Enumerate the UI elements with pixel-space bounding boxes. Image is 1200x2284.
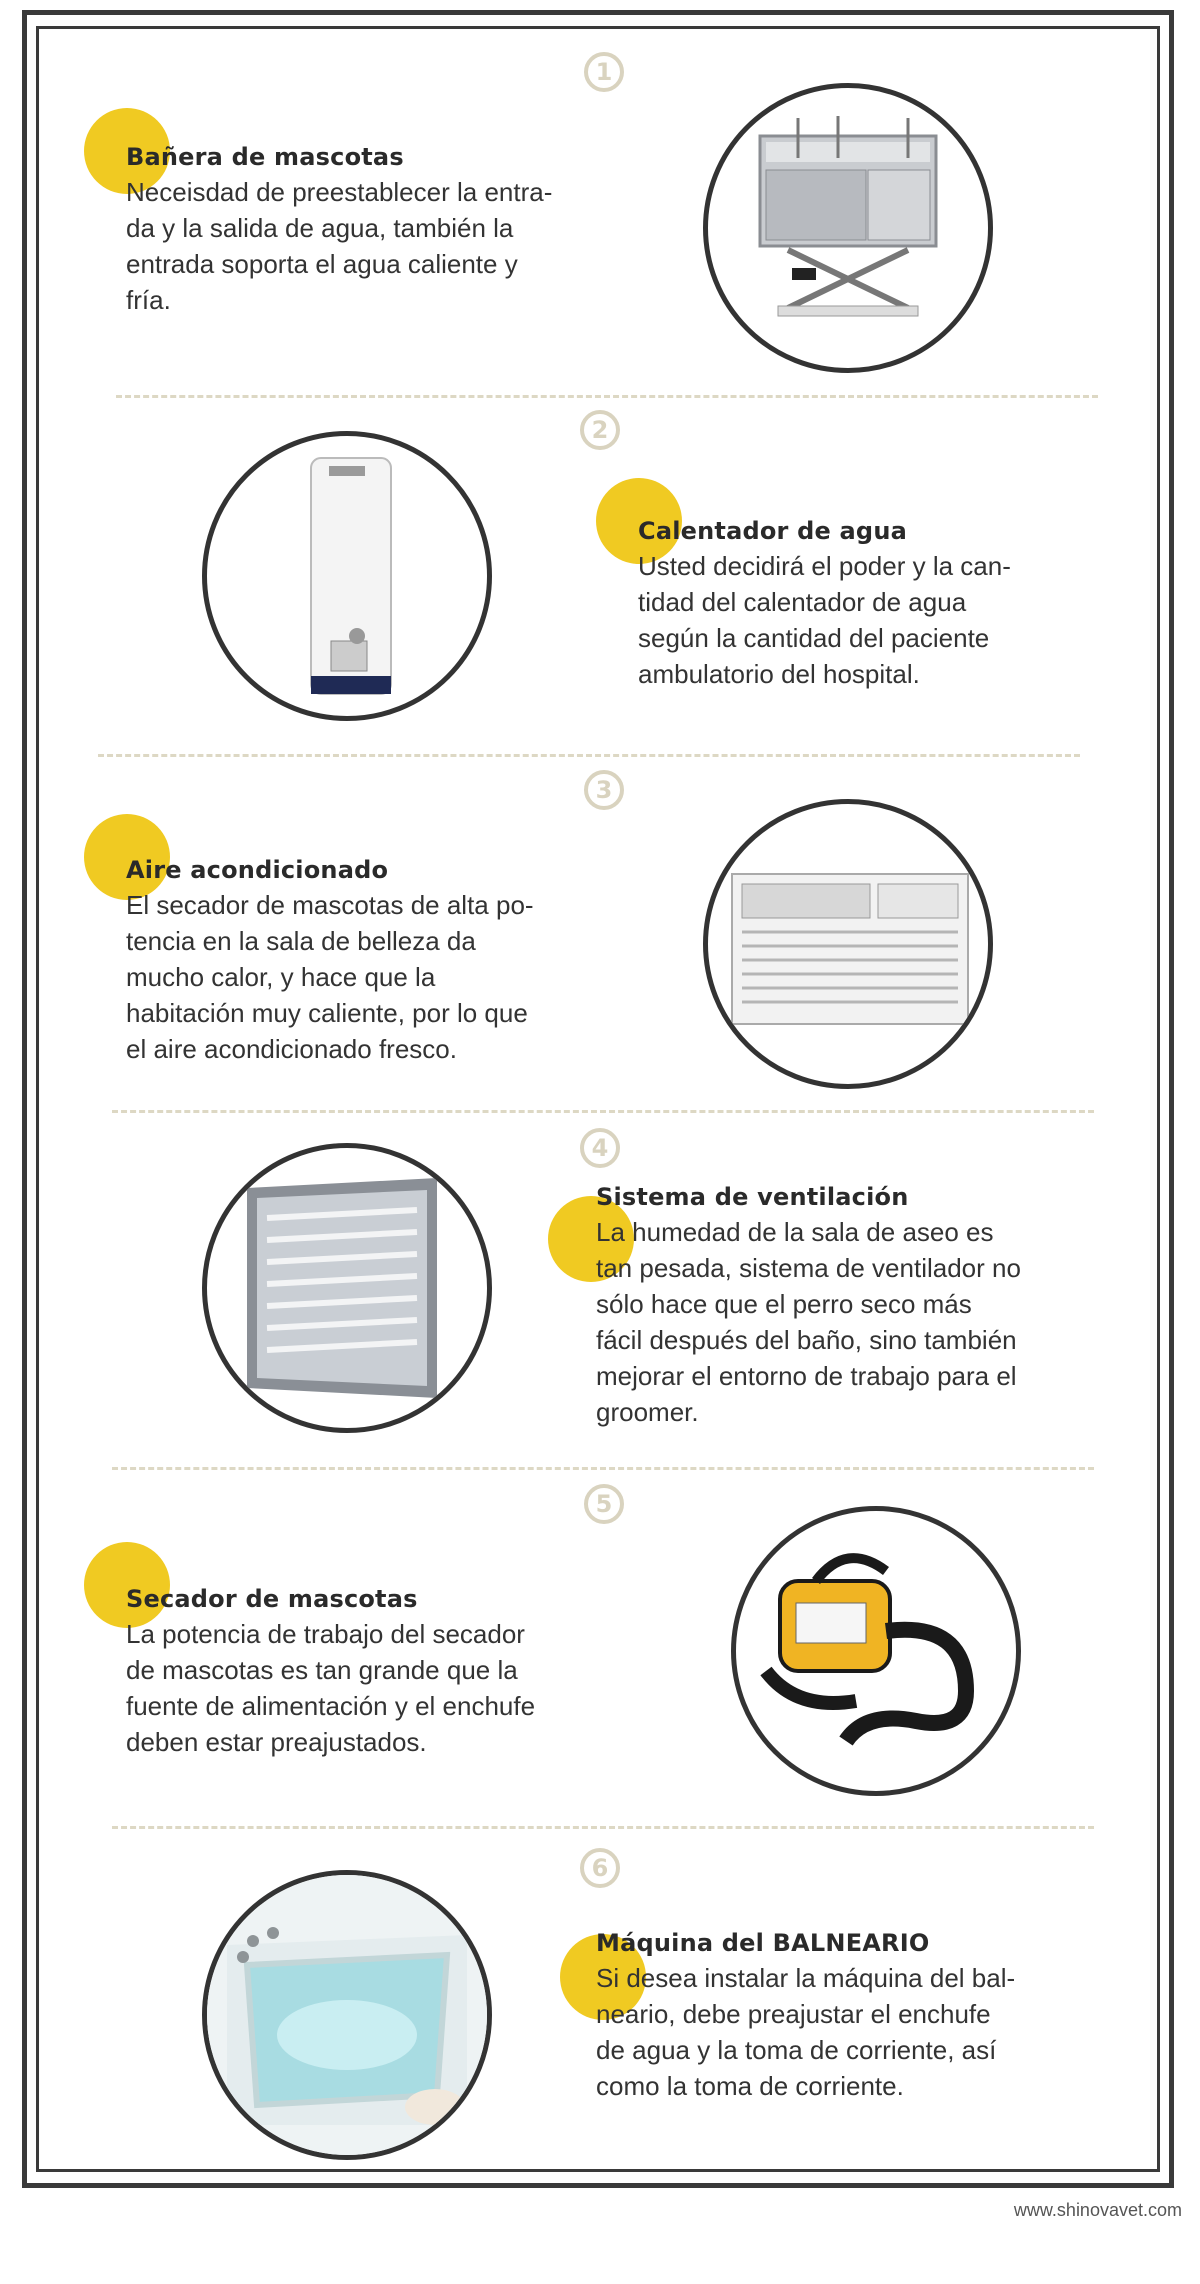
- grooming-tub-icon: [708, 88, 988, 368]
- divider-2: [98, 754, 1080, 757]
- divider-4: [112, 1467, 1094, 1470]
- section-4-line-1: La humedad de la sala de aseo es: [596, 1217, 994, 1247]
- section-6-title: Máquina del BALNEARIO: [596, 1929, 930, 1957]
- section-6-line-3: de agua y la toma de corriente, así: [596, 2035, 997, 2065]
- divider-5: [112, 1826, 1094, 1829]
- pet-dryer-icon: [736, 1511, 1016, 1791]
- section-5-title: Secador de mascotas: [126, 1585, 418, 1613]
- divider-3: [112, 1110, 1094, 1113]
- section-6-line-2: neario, debe preajustar el enchufe: [596, 1999, 991, 2029]
- watermark: www.shinovavet.com: [1013, 2200, 1182, 2220]
- section-2-text: [638, 514, 1158, 692]
- water-heater-icon: [207, 436, 487, 716]
- section-4-text: [596, 1180, 1166, 1430]
- section-3-line-5: el aire acondicionado fresco.: [126, 1034, 457, 1064]
- section-2-line-3: según la cantidad del paciente: [638, 623, 990, 653]
- spa-tub-image: [202, 1870, 492, 2160]
- section-3-text: [126, 853, 666, 1067]
- section-4-line-2: tan pesada, sistema de ventilador no: [596, 1253, 1021, 1283]
- section-1-line-4: fría.: [126, 285, 171, 315]
- section-3-title: Aire acondicionado: [126, 856, 389, 884]
- section-2-title: Calentador de agua: [638, 517, 907, 545]
- section-1-line-2: da y la salida de agua, también la: [126, 213, 514, 243]
- step-number-1: 1: [584, 52, 624, 92]
- section-4-title: Sistema de ventilación: [596, 1183, 909, 1211]
- section-5-line-1: La potencia de trabajo del secador: [126, 1619, 525, 1649]
- section-6-line-1: Si desea instalar la máquina del bal-: [596, 1963, 1016, 1993]
- water-heater-image: [202, 431, 492, 721]
- section-2-line-2: tidad del calentador de agua: [638, 587, 967, 617]
- section-5-text: [126, 1582, 656, 1760]
- section-3-line-4: habitación muy caliente, por lo que: [126, 998, 528, 1028]
- section-3-line-1: El secador de mascotas de alta po-: [126, 890, 534, 920]
- pet-dryer-image: [731, 1506, 1021, 1796]
- air-conditioner-image: [703, 799, 993, 1089]
- step-number-2: 2: [580, 410, 620, 450]
- section-1-line-1: Neceisdad de preestablecer la entra-: [126, 177, 553, 207]
- section-5-line-3: fuente de alimentación y el enchufe: [126, 1691, 536, 1721]
- ventilation-louver-icon: [207, 1148, 487, 1428]
- section-6-line-4: como la toma de corriente.: [596, 2071, 904, 2101]
- section-5-line-2: de mascotas es tan grande que la: [126, 1655, 518, 1685]
- section-2-line-4: ambulatorio del hospital.: [638, 659, 920, 689]
- step-number-5: 5: [584, 1484, 624, 1524]
- step-number-4: 4: [580, 1128, 620, 1168]
- section-1-title: Bañera de mascotas: [126, 143, 404, 171]
- section-4-line-4: fácil después del baño, sino también: [596, 1325, 1017, 1355]
- section-4-line-5: mejorar el entorno de trabajo para el: [596, 1361, 1017, 1391]
- step-number-6: 6: [580, 1848, 620, 1888]
- step-number-3: 3: [584, 770, 624, 810]
- section-6-text: [596, 1926, 1166, 2104]
- section-4-line-6: groomer.: [596, 1397, 699, 1427]
- divider-1: [116, 395, 1098, 398]
- grooming-tub-image: [703, 83, 993, 373]
- section-5-line-4: deben estar preajustados.: [126, 1727, 427, 1757]
- section-1-text: [126, 140, 646, 318]
- section-3-line-2: tencia en la sala de belleza da: [126, 926, 476, 956]
- ventilation-image: [202, 1143, 492, 1433]
- section-3-line-3: mucho calor, y hace que la: [126, 962, 436, 992]
- section-2-line-1: Usted decidirá el poder y la can-: [638, 551, 1011, 581]
- spa-tub-icon: [207, 1875, 487, 2155]
- section-1-line-3: entrada soporta el agua caliente y: [126, 249, 518, 279]
- air-conditioner-icon: [708, 804, 988, 1084]
- section-4-line-3: sólo hace que el perro seco más: [596, 1289, 972, 1319]
